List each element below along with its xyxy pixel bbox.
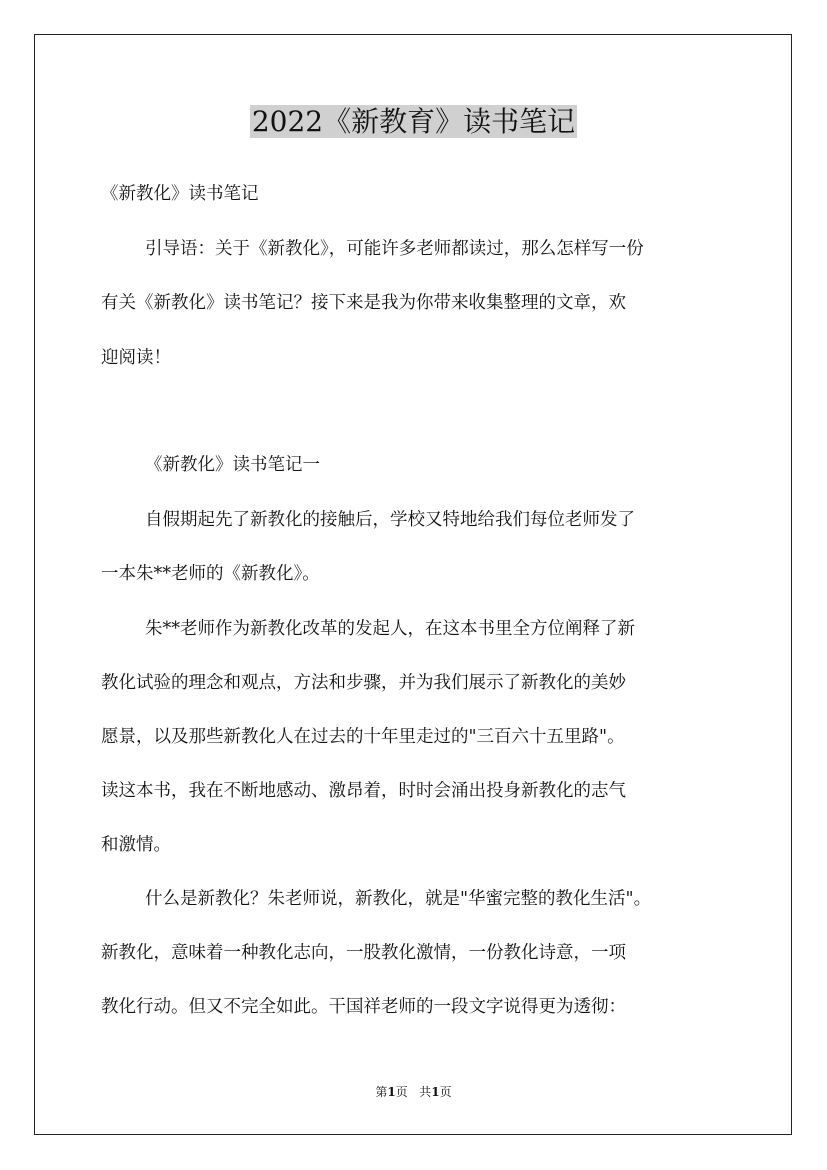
page-footer [0,1084,827,1100]
paragraph-line: 有关《新教化》读书笔记？接下来是我为你带来收集整理的文章，欢 [101,293,626,313]
paragraph-line: 一本朱**老师的《新教化》。 [101,564,320,584]
paragraph-line: 愿景，以及那些新教化人在过去的十年里走过的"三百六十五里路"。 [101,727,625,747]
total-suffix: 页 [439,1085,452,1099]
page-suffix: 页 [395,1085,408,1099]
paragraph-line: 教化行动。但又不完全如此。干国祥老师的一段文字说得更为透彻： [101,997,626,1017]
paragraph-line: 读这本书，我在不断地感动、激昂着，时时会涌出投身新教化的志气 [101,781,626,801]
section-heading: 《新教化》读书笔记 [101,184,259,204]
title-highlight: 2022《新教育》读书笔记 [251,105,576,138]
paragraph-line: 迎阅读！ [101,348,171,368]
subsection-heading: 《新教化》读书笔记一 [145,455,320,475]
document-title [0,102,827,142]
paragraph-line: 引导语：关于《新教化》，可能许多老师都读过，那么怎样写一份 [145,239,644,259]
paragraph-line: 自假期起先了新教化的接触后，学校又特地给我们每位老师发了 [145,510,635,530]
paragraph-line: 和激情。 [101,835,171,855]
paragraph-line: 什么是新教化？朱老师说，新教化，就是"华蜜完整的教化生活"。 [145,889,652,909]
page-prefix: 第 [375,1085,388,1099]
paragraph-line: 新教化，意味着一种教化志向，一股教化激情，一份教化诗意，一项 [101,943,626,963]
paragraph-line: 朱**老师作为新教化改革的发起人，在这本书里全方位阐释了新 [145,619,635,639]
total-prefix: 共 [419,1085,432,1099]
page-number: 1 [387,1085,396,1099]
paragraph-line: 教化试验的理念和观点，方法和步骤，并为我们展示了新教化的美妙 [101,673,626,693]
total-pages: 1 [431,1085,440,1099]
